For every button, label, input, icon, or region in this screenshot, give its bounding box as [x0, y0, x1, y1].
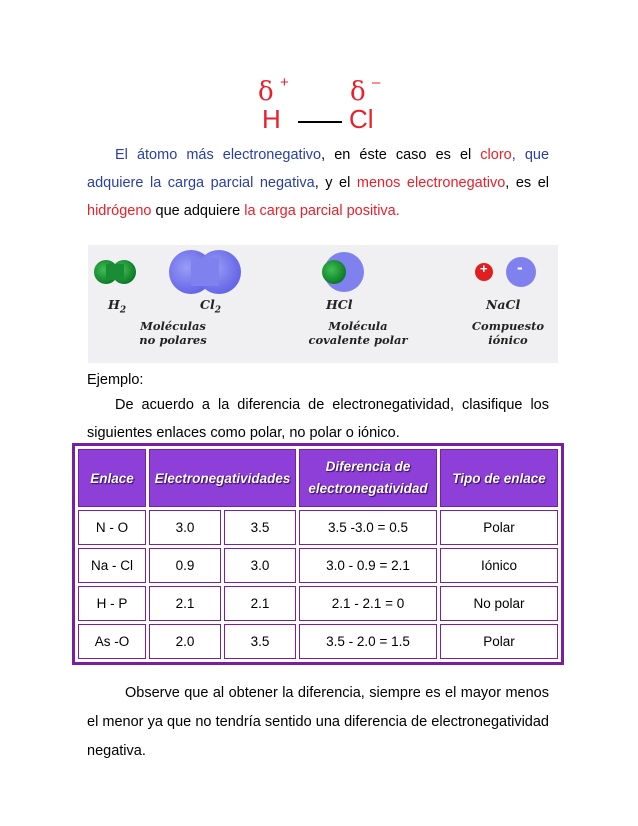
table-row: [78, 624, 558, 659]
caption-polar-line-1: Molécula: [328, 319, 388, 333]
intro-text-7: , es el: [505, 175, 549, 191]
cl2-label: [200, 297, 221, 316]
intro-text-1: El átomo más electronegativo: [115, 147, 322, 163]
header-enlace: Enlace: [78, 449, 146, 507]
cell-en-2: 3.0: [224, 548, 296, 583]
minus-ion-sign: -: [517, 258, 523, 277]
cell-tipo: No polar: [440, 586, 558, 621]
cl2-subscript: 2: [214, 305, 221, 316]
plus-ion-sign: +: [480, 261, 488, 276]
h2-label: [108, 297, 126, 316]
intro-text-3: cloro: [480, 147, 512, 163]
cell-en-1: 2.1: [149, 586, 221, 621]
intro-text-2: , en éste caso es el: [321, 147, 481, 163]
cell-tipo: Iónico: [440, 548, 558, 583]
plus-sign: +: [280, 74, 289, 91]
cell-enlace: As -O: [78, 624, 146, 659]
caption-nonpolar: [128, 319, 218, 347]
closing-paragraph: Observe que al obtener la diferencia, siempre es el mayor menos el menor ya que no tendría sentido una diferencia de electronegatividad negativa.: [87, 685, 549, 759]
cell-en-2: 2.1: [224, 586, 296, 621]
header-tipo-enlace: Tipo de enlace: [440, 449, 558, 507]
table-header-row: [78, 449, 558, 507]
table-row: [78, 548, 558, 583]
caption-nonpolar-line-2: no polares: [139, 333, 207, 347]
h2-subscript: 2: [119, 305, 127, 316]
intro-text-9: que adquiere: [151, 203, 245, 219]
cell-diferencia: 3.5 -3.0 = 0.5: [299, 510, 437, 545]
hcl-molecule-icon: [322, 252, 364, 292]
cell-en-2: 3.5: [224, 624, 296, 659]
cell-en-2: 3.5: [224, 510, 296, 545]
intro-text-6: menos electronegativo: [356, 175, 506, 191]
h2-molecule-icon: [94, 260, 136, 284]
intro-text-8: hidrógeno: [87, 203, 152, 219]
delta-plus-symbol: δ: [258, 77, 274, 107]
cell-en-1: 3.0: [149, 510, 221, 545]
intro-paragraph: [87, 141, 549, 225]
hcl-label: HCl: [326, 297, 353, 312]
intro-text-10: la carga parcial positiva.: [244, 203, 400, 219]
nacl-label: NaCl: [486, 297, 521, 312]
caption-ionic-line-1: Compuesto: [471, 319, 545, 333]
caption-ionic-line-2: iónico: [488, 333, 528, 347]
delta-minus-symbol: δ: [350, 77, 366, 107]
caption-ionic: [463, 319, 553, 347]
header-diferencia: Diferencia de electronegatividad: [299, 449, 437, 507]
cell-enlace: Na - Cl: [78, 548, 146, 583]
minus-sign: –: [372, 74, 381, 91]
h2-symbol: H: [108, 297, 120, 312]
table-row: [78, 510, 558, 545]
cell-en-1: 0.9: [149, 548, 221, 583]
example-label: Ejemplo:: [87, 372, 144, 388]
table-row: [78, 586, 558, 621]
cl2-molecule-icon: [169, 250, 241, 294]
cell-en-1: 2.0: [149, 624, 221, 659]
intro-text-4: , que adquiere la carga parcial negativa: [87, 147, 550, 191]
molecules-figure: [88, 245, 558, 363]
caption-nonpolar-line-1: Moléculas: [140, 319, 206, 333]
hydrogen-atom-label: H: [262, 104, 281, 134]
cell-tipo: Polar: [440, 510, 558, 545]
example-instruction: De acuerdo a la diferencia de electronegatividad, clasifique los siguientes enlaces como polar, no polar o iónico.: [87, 397, 549, 441]
cell-tipo: Polar: [440, 624, 558, 659]
cell-diferencia: 3.0 - 0.9 = 2.1: [299, 548, 437, 583]
electronegativity-table: [72, 443, 564, 665]
cell-enlace: N - O: [78, 510, 146, 545]
cell-diferencia: 2.1 - 2.1 = 0: [299, 586, 437, 621]
bond-line: [298, 121, 342, 123]
intro-text-5: , y el: [314, 175, 357, 191]
cell-diferencia: 3.5 - 2.0 = 1.5: [299, 624, 437, 659]
chlorine-atom-label: Cl: [349, 104, 374, 134]
cl2-symbol: Cl: [200, 297, 215, 312]
caption-polar-line-2: covalente polar: [308, 333, 408, 347]
caption-polar: [293, 319, 423, 347]
cell-enlace: H - P: [78, 586, 146, 621]
header-electronegatividades: Electronegatividades: [149, 449, 296, 507]
